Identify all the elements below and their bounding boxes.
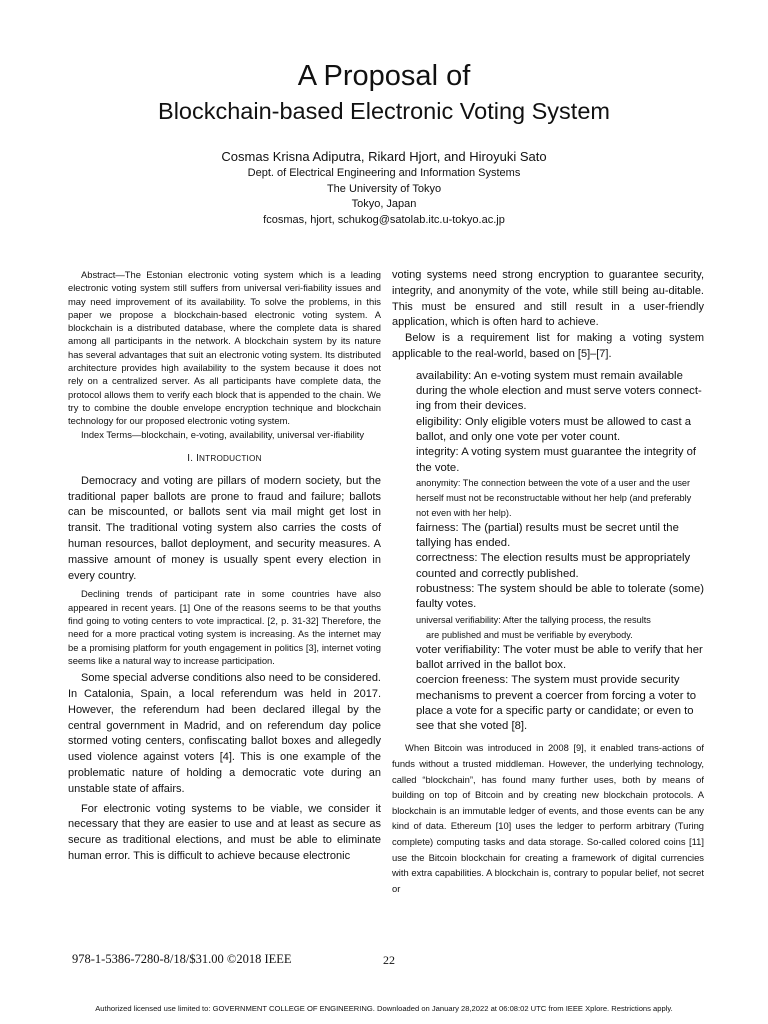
section-title-initial: I: [196, 452, 200, 464]
requirement-universal-verifiability: universal verifiability: After the tallying process, the results: [416, 614, 651, 625]
requirement-eligibility: eligibility: Only eligible voters must be allowed to cast a ballot, and only one vote per voter count.: [416, 415, 692, 443]
requirements-list: [392, 369, 704, 735]
requirement-robustness: robustness: The system should be able to tolerate (some) faulty votes.: [416, 583, 705, 611]
author-affiliation: [0, 166, 768, 228]
left-column: [68, 268, 381, 865]
license-notice: Authorized licensed use limited to: GOVERNMENT COLLEGE OF ENGINEERING. Downloaded on January 28,2022 at 06:08:02 UTC from IEEE Xplore. Restrictions apply.: [95, 1004, 673, 1013]
intro-paragraph-4: For electronic voting systems to be viable, we consider it necessary that they are easier to use and at least as secure as secure as traditional elections, and must be able to eliminate human error. This is difficult to achieve because electronic: [68, 802, 381, 862]
abstract: Abstract—The Estonian electronic voting system which is a leading electronic voting system still suffers from universal veri-fiability issues and may need improvement of its availability. To solve the problems, in this paper we propose a blockchain-based electronic voting system. A blockchain is a distributed database, where the complete data is shared among all participants in the network. A blockchain system by its nature has several advantages that suit an electronic voting system. Its distributed architecture provides high availability to the system because it does not rely on a centralized server. As all participants have complete data, the protocol allows them to verify each block that is appended to the chain. We try to combine the double envelope encryption technique and blockchain technology for our proposed electronic voting system.: [68, 269, 381, 427]
intro-paragraph-3: Some special adverse conditions also need to be considered. In Catalonia, Spain, a local referendum was held in 2017. However, the referendum had been declared illegal by the central government in Madrid, and on referendum day police stormed voting centers, confiscating ballot boxes and allegedly used violence against voters [4]. This is one example of the problematic nature of holding a democratic vote during an unstable state of affairs.: [68, 672, 381, 795]
index-terms: Index Terms—blockchain, e-voting, availability, universal ver-ifiability: [81, 428, 365, 440]
requirement-anonymity: anonymity: The connection between the vote of a user and the user herself must not be reconstructable without her help (and preferably not even with her help).: [416, 477, 692, 518]
page-number: 22: [383, 953, 395, 967]
section-title-rest: NTRODUCTION: [199, 453, 262, 463]
requirement-availability: availability: An e-voting system must remain available during the whole election and must serve voters connect-ing from their devices.: [416, 369, 702, 413]
requirement-universal-verifiability-cont: are published and must be verifiable by everybody.: [426, 629, 633, 640]
paper-title-line2: Blockchain-based Electronic Voting System: [158, 98, 610, 124]
right-paragraph-1: voting systems need strong encryption to guarantee security, integrity, and anonymity of the vote, while still being au-ditable. This must be ensured and still result in a user-friendly application, which is often hard to achieve.: [392, 269, 704, 329]
intro-paragraph-1: Democracy and voting are pillars of modern society, but the traditional paper ballots are prone to fraud and failure; ballots can be miscounted, or ballots sent via mail might get lost in transit. The traditional voting system also carries the costs of human resources, ballot deployment, and security measures. A massive amount of money is usually spent every election in every country.: [68, 474, 381, 582]
paper-title-line1: A Proposal of: [297, 60, 471, 92]
section-number: I.: [187, 452, 194, 464]
affiliation-university: The University of Tokyo: [326, 182, 442, 195]
requirement-correctness: correctness: The election results must be appropriately counted and correctly published.: [416, 552, 691, 580]
right-paragraph-3: When Bitcoin was introduced in 2008 [9], it enabled trans-actions of funds without a trusted middleman. However, the underlying technology, called “blockchain”, has found many further uses, both by means of building on top of Bitcoin and by creating new blockchain protocols. A blockchain is an immutable ledger of events, and those events can be any kind of data. Ethereum [10] uses the ledger to perform arbitrary (Turing complete) computing tasks and data storage. So-called colored coins [11] use the Bitcoin blockchain for creating a framework of digital currencies with extra capabilities. A blockchain is, contrary to popular belief, not secret or: [392, 742, 704, 894]
isbn-copyright: 978-1-5386-7280-8/18/$31.00 ©2018 IEEE: [72, 952, 292, 966]
section-heading-introduction: [68, 452, 381, 466]
requirement-fairness: fairness: The (partial) results must be secret until the tallying has ended.: [416, 521, 679, 550]
paper-authors: Cosmas Krisna Adiputra, Rikard Hjort, and Hiroyuki Sato: [221, 149, 547, 164]
affiliation-department: Dept. of Electrical Engineering and Information Systems: [247, 167, 521, 179]
right-column: [392, 268, 704, 896]
intro-paragraph-2: Declining trends of participant rate in some countries have also appeared in recent years. [1] One of the reasons seems to be that youths find going to voting centers to vote impractical. [2, p. 31-32] Therefore, the need for a more practical voting system is increasing. As the internet may be a promising platform for youth engagement in politics [3], internet voting seems like a natural way to increase participation.: [68, 588, 381, 666]
affiliation-location: Tokyo, Japan: [351, 198, 417, 210]
right-paragraph-2: Below is a requirement list for making a voting system applicable to the real-world, based on [5]–[7].: [392, 332, 704, 360]
requirement-integrity: integrity: A voting system must guarantee the integrity of the vote.: [416, 446, 697, 474]
requirement-coercion-freeness: coercion freeness: The system must provide security mechanisms to prevent a coercer from forcing a voter to place a vote for a specific party or candidate; or even to see that she voted [8].: [416, 674, 697, 733]
author-emails: fcosmas, hjort, schukog@satolab.itc.u-tokyo.ac.jp: [263, 213, 505, 226]
requirement-voter-verifiability: voter verifiability: The voter must be able to verify that her ballot arrived in the ballot box.: [416, 643, 703, 671]
